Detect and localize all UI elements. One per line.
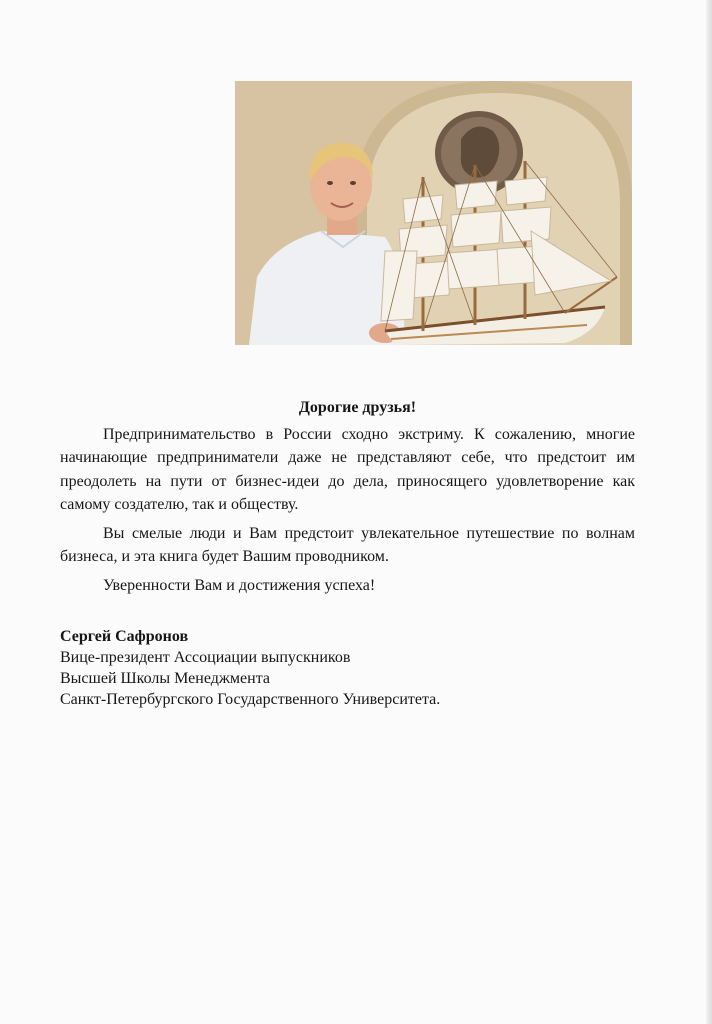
page-edge [706,0,712,1024]
letter-body [60,396,635,602]
paragraph-3: Уверенности Вам и достижения успеха! [103,576,376,594]
signature-line-2: Высшей Школы Менеджмента [60,670,270,687]
portrait-photo [235,81,632,345]
paragraph-1: Предпринимательство в России сходно экстриму. К сожалению, многие начинающие предприниматели даже не представляют себе, что предстоит им преодолеть на пути от бизнес-идеи до дела, приносящего удовлетворение как самому создателю, так и обществу. [60,425,635,513]
signature-line-3: Санкт-Петербургского Государственного Университета. [60,691,441,708]
greeting: Дорогие друзья! [298,399,417,416]
paragraph-2: Вы смелые люди и Вам предстоит увлекательное путешествие по волнам бизнеса, и эта книга будет Вашим проводником. [60,524,635,565]
signature-line-1: Вице-президент Ассоциации выпускников [60,649,351,666]
signature-block [60,626,660,710]
signature-name: Сергей Сафронов [60,628,189,645]
